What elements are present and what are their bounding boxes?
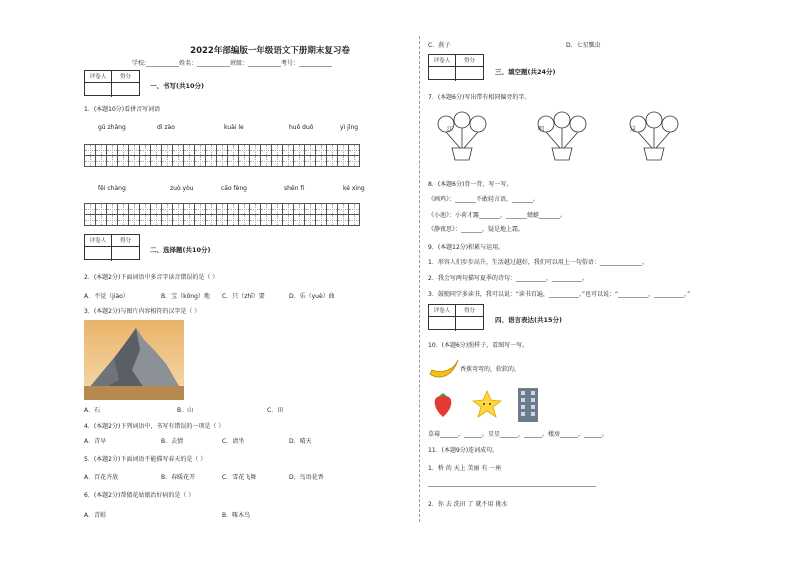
question-1: 1．(本题10分)看拼音写词语 xyxy=(84,106,161,113)
question-3: 3．(本题2分)与图片内容相符的汉字是（ ） xyxy=(84,308,201,315)
score-table-1: 评卷人 得分 xyxy=(84,70,140,96)
pinyin-1-5: yì jǐng xyxy=(340,124,359,131)
question-4: 4．(本题2分)下列词语中，书写有错误的一项是（ ） xyxy=(84,423,225,430)
strawberry-icon xyxy=(432,392,454,418)
q9-line-3: 3．鼓励同学多读书，我可以说：“读书百遍，__________。”也可以说：“__________，__________。” xyxy=(428,291,691,298)
q3-option-c[interactable]: C．田 xyxy=(267,407,284,414)
score-table-4: 评卷人 得分 xyxy=(428,304,484,330)
banana-sentence: 香蕉弯弯的，软软的。 xyxy=(460,366,521,373)
q9-line-2: 2．我会写两句描写夏季的诗句：__________，__________。 xyxy=(428,275,588,282)
q9-line-1: 1．形容人们步步高升，生活越过越好，我们可以用上一句俗语：______________。 xyxy=(428,259,648,266)
flower-pot-1 xyxy=(432,110,492,164)
flower-label-1: 江 xyxy=(447,126,454,133)
question-10: 10．(本题6分)照样子，看图写一写。 xyxy=(428,342,529,349)
exam-title: 2022年部编版一年级语文下册期末复习卷 xyxy=(190,46,350,56)
q10-fill-line: 草莓______，______。星星______，______。楼房______，______。 xyxy=(428,431,609,438)
question-11: 11．(本题9分)连词成句。 xyxy=(428,447,499,454)
q8-line-2: 《小池》：小荷才露_______，_______蜻蜓_______。 xyxy=(428,212,567,219)
q8-line-3: 《静夜思》：_______，疑是地上霜。 xyxy=(428,226,525,233)
q11-line-2: 2．你 去 洗田 了 就不用 挑水 xyxy=(428,501,508,508)
flower-label-3: 这 xyxy=(630,126,637,133)
q6-option-b[interactable]: B．啄木鸟 xyxy=(222,512,251,519)
q5-option-b[interactable]: B．春暖花开 xyxy=(161,474,196,481)
student-info-line: 学校:___________姓名：___________班级：___________考号：___________ xyxy=(132,60,333,67)
writing-grid-row-1b[interactable] xyxy=(84,155,359,167)
question-6: 6．(本题2分)帮猜花姑娘治好病的是（ ） xyxy=(84,492,195,499)
column-divider xyxy=(419,36,420,522)
mountain-image xyxy=(84,320,184,400)
writing-grid-row-2b[interactable] xyxy=(84,214,359,226)
question-8: 8．(本题6分)背一背，写一写。 xyxy=(428,181,513,188)
q5-option-c[interactable]: C．雪花飞舞 xyxy=(222,474,257,481)
q11-answer-line[interactable]: ________________________________________________________ xyxy=(428,480,596,487)
score-table-2: 评卷人 得分 xyxy=(84,234,140,260)
question-7: 7．(本题6分)写出带有相同偏旁的字。 xyxy=(428,94,531,101)
q3-option-b[interactable]: B．山 xyxy=(177,407,194,414)
pinyin-2-3: cāo fèng xyxy=(221,185,247,192)
pinyin-1-3: kuài le xyxy=(224,124,244,131)
pinyin-1-2: dì zào xyxy=(157,124,175,131)
q4-option-d[interactable]: D．晴天 xyxy=(289,438,312,445)
q2-option-d[interactable]: D．乐（yuè）曲 xyxy=(289,293,335,300)
q8-line-1: 《画鸡》：_______不敢轻言语，_______。 xyxy=(428,196,540,203)
q6-option-d[interactable]: D．七星瓢虫 xyxy=(566,42,601,49)
score-table-3: 评卷人 得分 xyxy=(428,54,484,80)
q5-option-a[interactable]: A．百花齐放 xyxy=(84,474,119,481)
section-2-title: 二、选择题(共10分) xyxy=(150,246,211,254)
q3-option-a[interactable]: A．石 xyxy=(84,407,101,414)
section-3-title: 三、填空题(共24分) xyxy=(495,68,556,76)
q6-option-c[interactable]: C．燕子 xyxy=(428,42,451,49)
q6-option-a[interactable]: A．青蛙 xyxy=(84,512,107,519)
question-2: 2．(本题2分)下面词语中多音字读音错误的是（ ） xyxy=(84,274,219,281)
section-4-title: 四、语言表达(共15分) xyxy=(495,316,562,324)
flower-pot-3 xyxy=(624,110,684,164)
question-9: 9．(本题12分)积累与运用。 xyxy=(428,244,505,251)
banana-icon xyxy=(428,354,460,382)
pinyin-2-4: shēn fī xyxy=(284,185,305,192)
star-icon xyxy=(472,390,502,418)
pinyin-2-5: ké xìng xyxy=(343,185,365,192)
pinyin-2-2: zuò yòu xyxy=(170,185,194,192)
q2-option-c[interactable]: C．只（zhī）要 xyxy=(222,293,265,300)
pinyin-2-1: fēi chàng xyxy=(98,185,126,192)
q4-option-b[interactable]: B．去情 xyxy=(161,438,184,445)
q2-option-b[interactable]: B．宝（kōng）地 xyxy=(161,293,210,300)
section-1-title: 一、书写(共10分) xyxy=(150,82,204,90)
flower-pot-2 xyxy=(532,110,592,164)
q2-option-a[interactable]: A．不觉（jiào） xyxy=(84,293,129,300)
q4-option-a[interactable]: A．青早 xyxy=(84,438,107,445)
q4-option-c[interactable]: C．请坐 xyxy=(222,438,245,445)
q5-option-d[interactable]: D．鸟语花香 xyxy=(289,474,324,481)
flower-label-2: 唱 xyxy=(538,126,545,133)
pinyin-1-1: gū zhǎng xyxy=(98,124,126,131)
question-5: 5．(本题2分)下面词语不能描写春天的是（ ） xyxy=(84,456,207,463)
pinyin-1-4: huǒ duō xyxy=(289,124,314,131)
building-icon xyxy=(514,386,542,422)
q11-line-1: 1．桥 的 天上 美丽 有 一座 xyxy=(428,465,502,472)
